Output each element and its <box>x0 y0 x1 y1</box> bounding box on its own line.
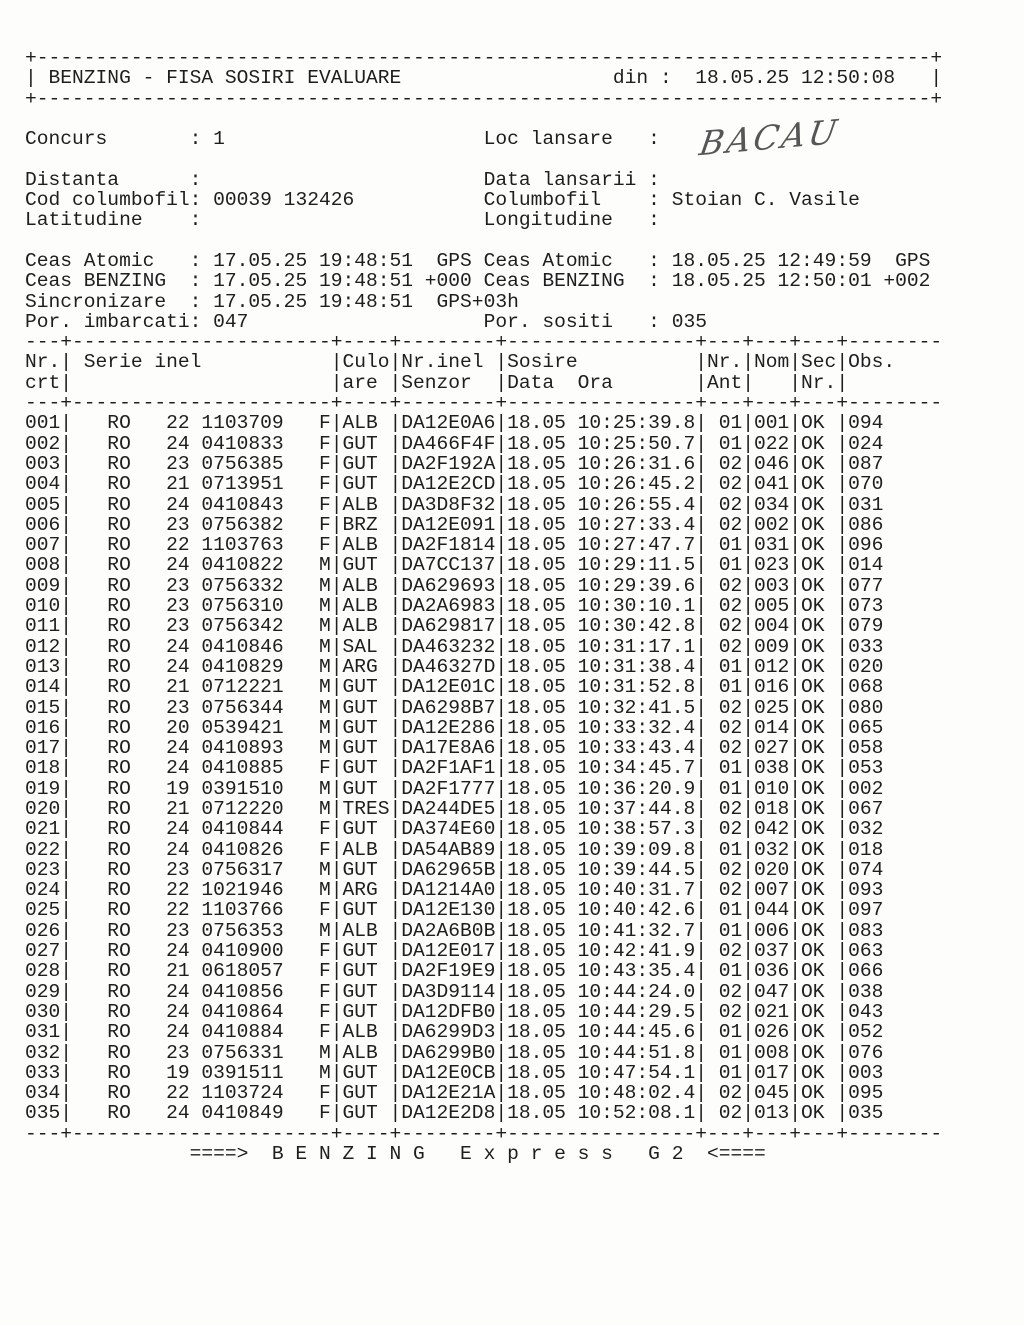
table-row: 027| RO 24 0410900 F|GUT |DA12E017|18.05 10:42:41.9| 02|037|OK |063 <box>25 940 884 963</box>
table-row: 033| RO 19 0391511 M|GUT |DA12E0CB|18.05 10:47:54.1| 01|017|OK |003 <box>25 1061 884 1084</box>
info-line-latitudine: Latitudine : Longitudine : <box>25 209 660 232</box>
table-header-line-1: Nr.| Serie inel |Culo|Nr.inel |Sosire |Nr.|Nom|Sec|Obs. <box>25 351 896 374</box>
report-title-line: | BENZING - FISA SOSIRI EVALUARE din : 18.05.25 12:50:08 | <box>25 67 943 90</box>
table-row: 016| RO 20 0539421 M|GUT |DA12E286|18.05 10:33:32.4| 02|014|OK |065 <box>25 716 884 739</box>
info-line-ceas-benzing: Ceas BENZING : 17.05.25 19:48:51 +000 Ceas BENZING : 18.05.25 12:50:01 +002 <box>25 270 931 293</box>
table-row: 004| RO 21 0713951 F|GUT |DA12E2CD|18.05 10:26:45.2| 02|041|OK |070 <box>25 473 884 496</box>
table-header-line-2: crt| |are |Senzor |Data Ora |Ant| |Nr.| <box>25 371 849 394</box>
box-border-top: +----------------------------------------------------------------------------+ <box>25 47 943 69</box>
table-separator: ---+----------------------+----+--------+----------------+---+---+---+-------- <box>25 392 943 415</box>
info-line-concurs: Concurs : 1 Loc lansare : <box>25 128 660 151</box>
table-row: 003| RO 23 0756385 F|GUT |DA2F192A|18.05 10:26:31.6| 02|046|OK |087 <box>25 452 884 475</box>
info-line-ceas-atomic: Ceas Atomic : 17.05.25 19:48:51 GPS Ceas Atomic : 18.05.25 12:49:59 GPS <box>25 249 931 272</box>
table-row: 007| RO 22 1103763 F|ALB |DA2F1814|18.05 10:27:47.7| 01|031|OK |096 <box>25 534 884 557</box>
info-line-cod-columbofil: Cod columbofil: 00039 132426 Columbofil : Stoian C. Vasile <box>25 189 860 212</box>
table-row: 014| RO 21 0712221 M|GUT |DA12E01C|18.05 10:31:52.8| 01|016|OK |068 <box>25 676 884 699</box>
table-row: 017| RO 24 0410893 M|GUT |DA17E8A6|18.05 10:33:43.4| 02|027|OK |058 <box>25 737 884 760</box>
table-row: 011| RO 23 0756342 M|ALB |DA629817|18.05 10:30:42.8| 02|004|OK |079 <box>25 615 884 638</box>
footer-brand-line: ====> B E N Z I N G E x p r e s s G 2 <==== <box>189 1143 766 1166</box>
table-row: 032| RO 23 0756331 M|ALB |DA6299B0|18.05 10:44:51.8| 01|008|OK |076 <box>25 1041 884 1064</box>
table-row: 002| RO 24 0410833 F|GUT |DA466F4F|18.05 10:25:50.7| 01|022|OK |024 <box>25 432 884 455</box>
table-row: 034| RO 22 1103724 F|GUT |DA12E21A|18.05 10:48:02.4| 02|045|OK |095 <box>25 1082 884 1105</box>
table-row: 022| RO 24 0410826 F|ALB |DA54AB89|18.05 10:39:09.8| 01|032|OK |018 <box>25 838 884 861</box>
table-row: 001| RO 22 1103709 F|ALB |DA12E0A6|18.05 10:25:39.8| 01|001|OK |094 <box>25 412 884 435</box>
table-row: 030| RO 24 0410864 F|GUT |DA12DFB0|18.05 10:44:29.5| 02|021|OK |043 <box>25 1000 884 1023</box>
table-row: 006| RO 23 0756382 F|BRZ |DA12E091|18.05 10:27:33.4| 02|002|OK |086 <box>25 513 884 536</box>
table-separator: ---+----------------------+----+--------+----------------+---+---+---+-------- <box>25 331 943 354</box>
table-row: 013| RO 24 0410829 M|ARG |DA46327D|18.05 10:31:38.4| 01|012|OK |020 <box>25 655 884 678</box>
handwritten-loc-lansare-value: BACAU <box>696 111 843 164</box>
table-row: 015| RO 23 0756344 M|GUT |DA6298B7|18.05 10:32:41.5| 02|025|OK |080 <box>25 696 884 719</box>
table-row: 018| RO 24 0410885 F|GUT |DA2F1AF1|18.05 10:34:45.7| 01|038|OK |053 <box>25 757 884 780</box>
table-row: 025| RO 22 1103766 F|GUT |DA12E130|18.05 10:40:42.6| 01|044|OK |097 <box>25 899 884 922</box>
table-row: 019| RO 19 0391510 M|GUT |DA2F1777|18.05 10:36:20.9| 01|010|OK |002 <box>25 777 884 800</box>
table-row: 023| RO 23 0756317 M|GUT |DA62965B|18.05 10:39:44.5| 02|020|OK |074 <box>25 858 884 881</box>
table-row: 020| RO 21 0712220 M|TRES|DA244DE5|18.05 10:37:44.8| 02|018|OK |067 <box>25 797 884 820</box>
table-row: 008| RO 24 0410822 M|GUT |DA7CC137|18.05 10:29:11.5| 01|023|OK |014 <box>25 554 884 577</box>
table-separator: ---+----------------------+----+--------+----------------+---+---+---+-------- <box>25 1122 943 1145</box>
table-row: 029| RO 24 0410856 F|GUT |DA3D9114|18.05 10:44:24.0| 02|047|OK |038 <box>25 980 884 1003</box>
box-border-bottom: +----------------------------------------------------------------------------+ <box>25 87 943 110</box>
report-body <box>25 48 942 1164</box>
table-row: 026| RO 23 0756353 M|ALB |DA2A6B0B|18.05 10:41:32.7| 01|006|OK |083 <box>25 919 884 942</box>
table-row: 012| RO 24 0410846 M|SAL |DA463232|18.05 10:31:17.1| 02|009|OK |033 <box>25 635 884 658</box>
info-line-sincronizare: Sincronizare : 17.05.25 19:48:51 GPS+03h <box>25 290 519 313</box>
table-row: 005| RO 24 0410843 F|ALB |DA3D8F32|18.05 10:26:55.4| 02|034|OK |031 <box>25 493 884 516</box>
blank-line <box>25 231 942 251</box>
table-row: 010| RO 23 0756310 M|ALB |DA2A6983|18.05 10:30:10.1| 02|005|OK |073 <box>25 595 884 618</box>
info-line-porumbei: Por. imbarcati: 047 Por. sositi : 035 <box>25 310 707 333</box>
table-row: 035| RO 24 0410849 F|GUT |DA12E2D8|18.05 10:52:08.1| 02|013|OK |035 <box>25 1102 884 1125</box>
table-row: 021| RO 24 0410844 F|GUT |DA374E60|18.05 10:38:57.3| 02|042|OK |032 <box>25 818 884 841</box>
table-row: 009| RO 23 0756332 M|ALB |DA629693|18.05 10:29:39.6| 02|003|OK |077 <box>25 574 884 597</box>
table-row: 031| RO 24 0410884 F|ALB |DA6299D3|18.05 10:44:45.6| 01|026|OK |052 <box>25 1021 884 1044</box>
info-line-distanta: Distanta : Data lansarii : <box>25 168 660 191</box>
table-row: 024| RO 22 1021946 M|ARG |DA1214A0|18.05 10:40:31.7| 02|007|OK |093 <box>25 879 884 902</box>
table-row: 028| RO 21 0618057 F|GUT |DA2F19E9|18.05 10:43:35.4| 01|036|OK |066 <box>25 960 884 983</box>
